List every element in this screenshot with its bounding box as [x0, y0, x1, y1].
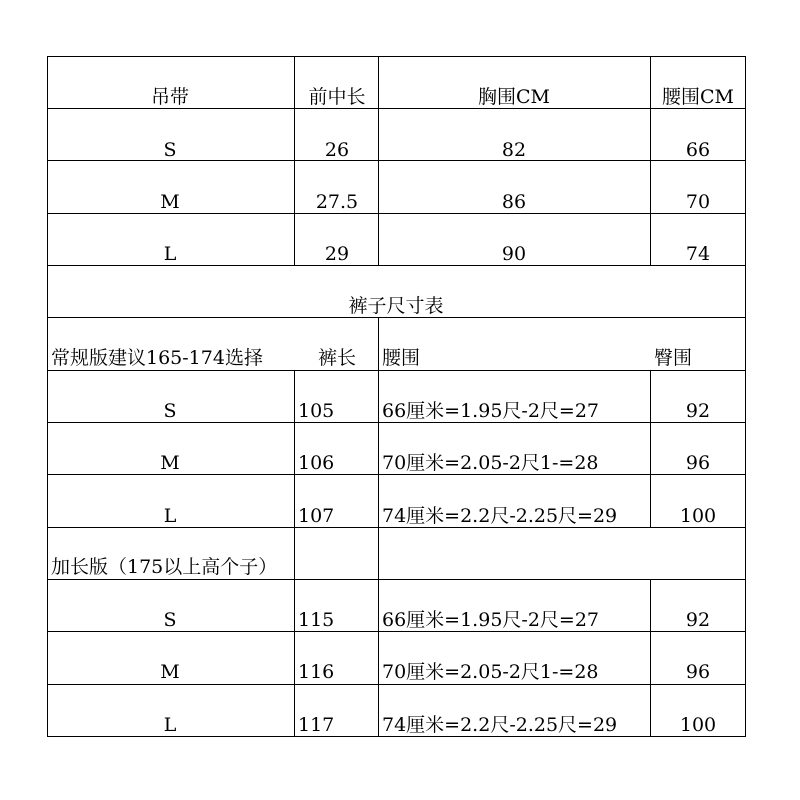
regular-waist-l: 74厘米=2.2尺-2.25尺=29	[382, 505, 618, 527]
header-waist: 腰围CM	[662, 86, 734, 108]
grid-line	[294, 370, 295, 737]
grid-line	[650, 370, 651, 527]
long-waist-s: 66厘米=1.95尺-2尺=27	[382, 609, 600, 631]
top-bust-s: 82	[501, 139, 527, 161]
long-header-label: 加长版（175以上高个子）	[51, 556, 278, 578]
grid-line	[47, 56, 746, 57]
top-waist-m: 70	[685, 191, 711, 213]
long-waist-l: 74厘米=2.2尺-2.25尺=29	[382, 714, 618, 736]
grid-line	[650, 579, 651, 737]
grid-line	[294, 56, 295, 266]
pants-size-title: 裤子尺寸表	[348, 295, 444, 317]
top-bust-l: 90	[501, 243, 527, 265]
top-size-l: L	[163, 243, 177, 265]
long-size-m: M	[160, 661, 180, 683]
long-size-l: L	[163, 714, 177, 736]
long-length-l: 117	[298, 714, 335, 736]
long-waist-m: 70厘米=2.05-2尺1-=28	[382, 661, 599, 683]
regular-size-m: M	[160, 452, 180, 474]
regular-size-s: S	[163, 400, 177, 422]
top-front-length-l: 29	[324, 243, 350, 265]
grid-line	[650, 56, 651, 266]
regular-waist-m: 70厘米=2.05-2尺1-=28	[382, 452, 599, 474]
top-waist-s: 66	[685, 139, 711, 161]
top-front-length-s: 26	[324, 139, 350, 161]
long-size-s: S	[163, 609, 177, 631]
long-hip-l: 100	[679, 714, 717, 736]
top-waist-l: 74	[685, 243, 711, 265]
regular-waist-s: 66厘米=1.95尺-2尺=27	[382, 400, 600, 422]
grid-line	[378, 56, 379, 266]
header-pants-waist: 腰围	[382, 347, 421, 369]
long-length-s: 115	[298, 609, 335, 631]
top-bust-m: 86	[501, 191, 527, 213]
grid-line	[47, 579, 746, 580]
top-size-s: S	[163, 139, 177, 161]
long-length-m: 116	[298, 661, 335, 683]
regular-hip-s: 92	[685, 400, 711, 422]
grid-line	[378, 317, 379, 737]
long-hip-s: 92	[685, 609, 711, 631]
grid-line	[47, 160, 746, 161]
grid-line	[47, 631, 746, 632]
grid-line	[47, 422, 746, 423]
grid-line	[47, 736, 746, 737]
grid-line	[47, 527, 746, 528]
top-size-m: M	[160, 191, 180, 213]
grid-line	[745, 56, 746, 737]
regular-length-l: 107	[298, 505, 335, 527]
grid-line	[47, 56, 48, 737]
header-cami: 吊带	[150, 86, 190, 108]
grid-line	[47, 317, 746, 318]
grid-line	[47, 370, 746, 371]
header-hip: 臀围	[654, 347, 693, 369]
header-pants-length: 裤长	[317, 347, 357, 369]
regular-length-m: 106	[298, 452, 335, 474]
header-bust: 胸围CM	[478, 86, 550, 108]
regular-hip-l: 100	[679, 505, 717, 527]
top-front-length-m: 27.5	[315, 191, 359, 213]
regular-size-l: L	[163, 505, 177, 527]
long-hip-m: 96	[685, 661, 711, 683]
regular-header-label: 常规版建议165-174选择	[51, 347, 263, 369]
grid-line	[47, 213, 746, 214]
grid-line	[47, 108, 746, 109]
grid-line	[47, 474, 746, 475]
grid-line	[47, 265, 746, 266]
header-front-length: 前中长	[308, 86, 366, 108]
regular-length-s: 105	[298, 400, 335, 422]
grid-line	[47, 684, 746, 685]
regular-hip-m: 96	[685, 452, 711, 474]
